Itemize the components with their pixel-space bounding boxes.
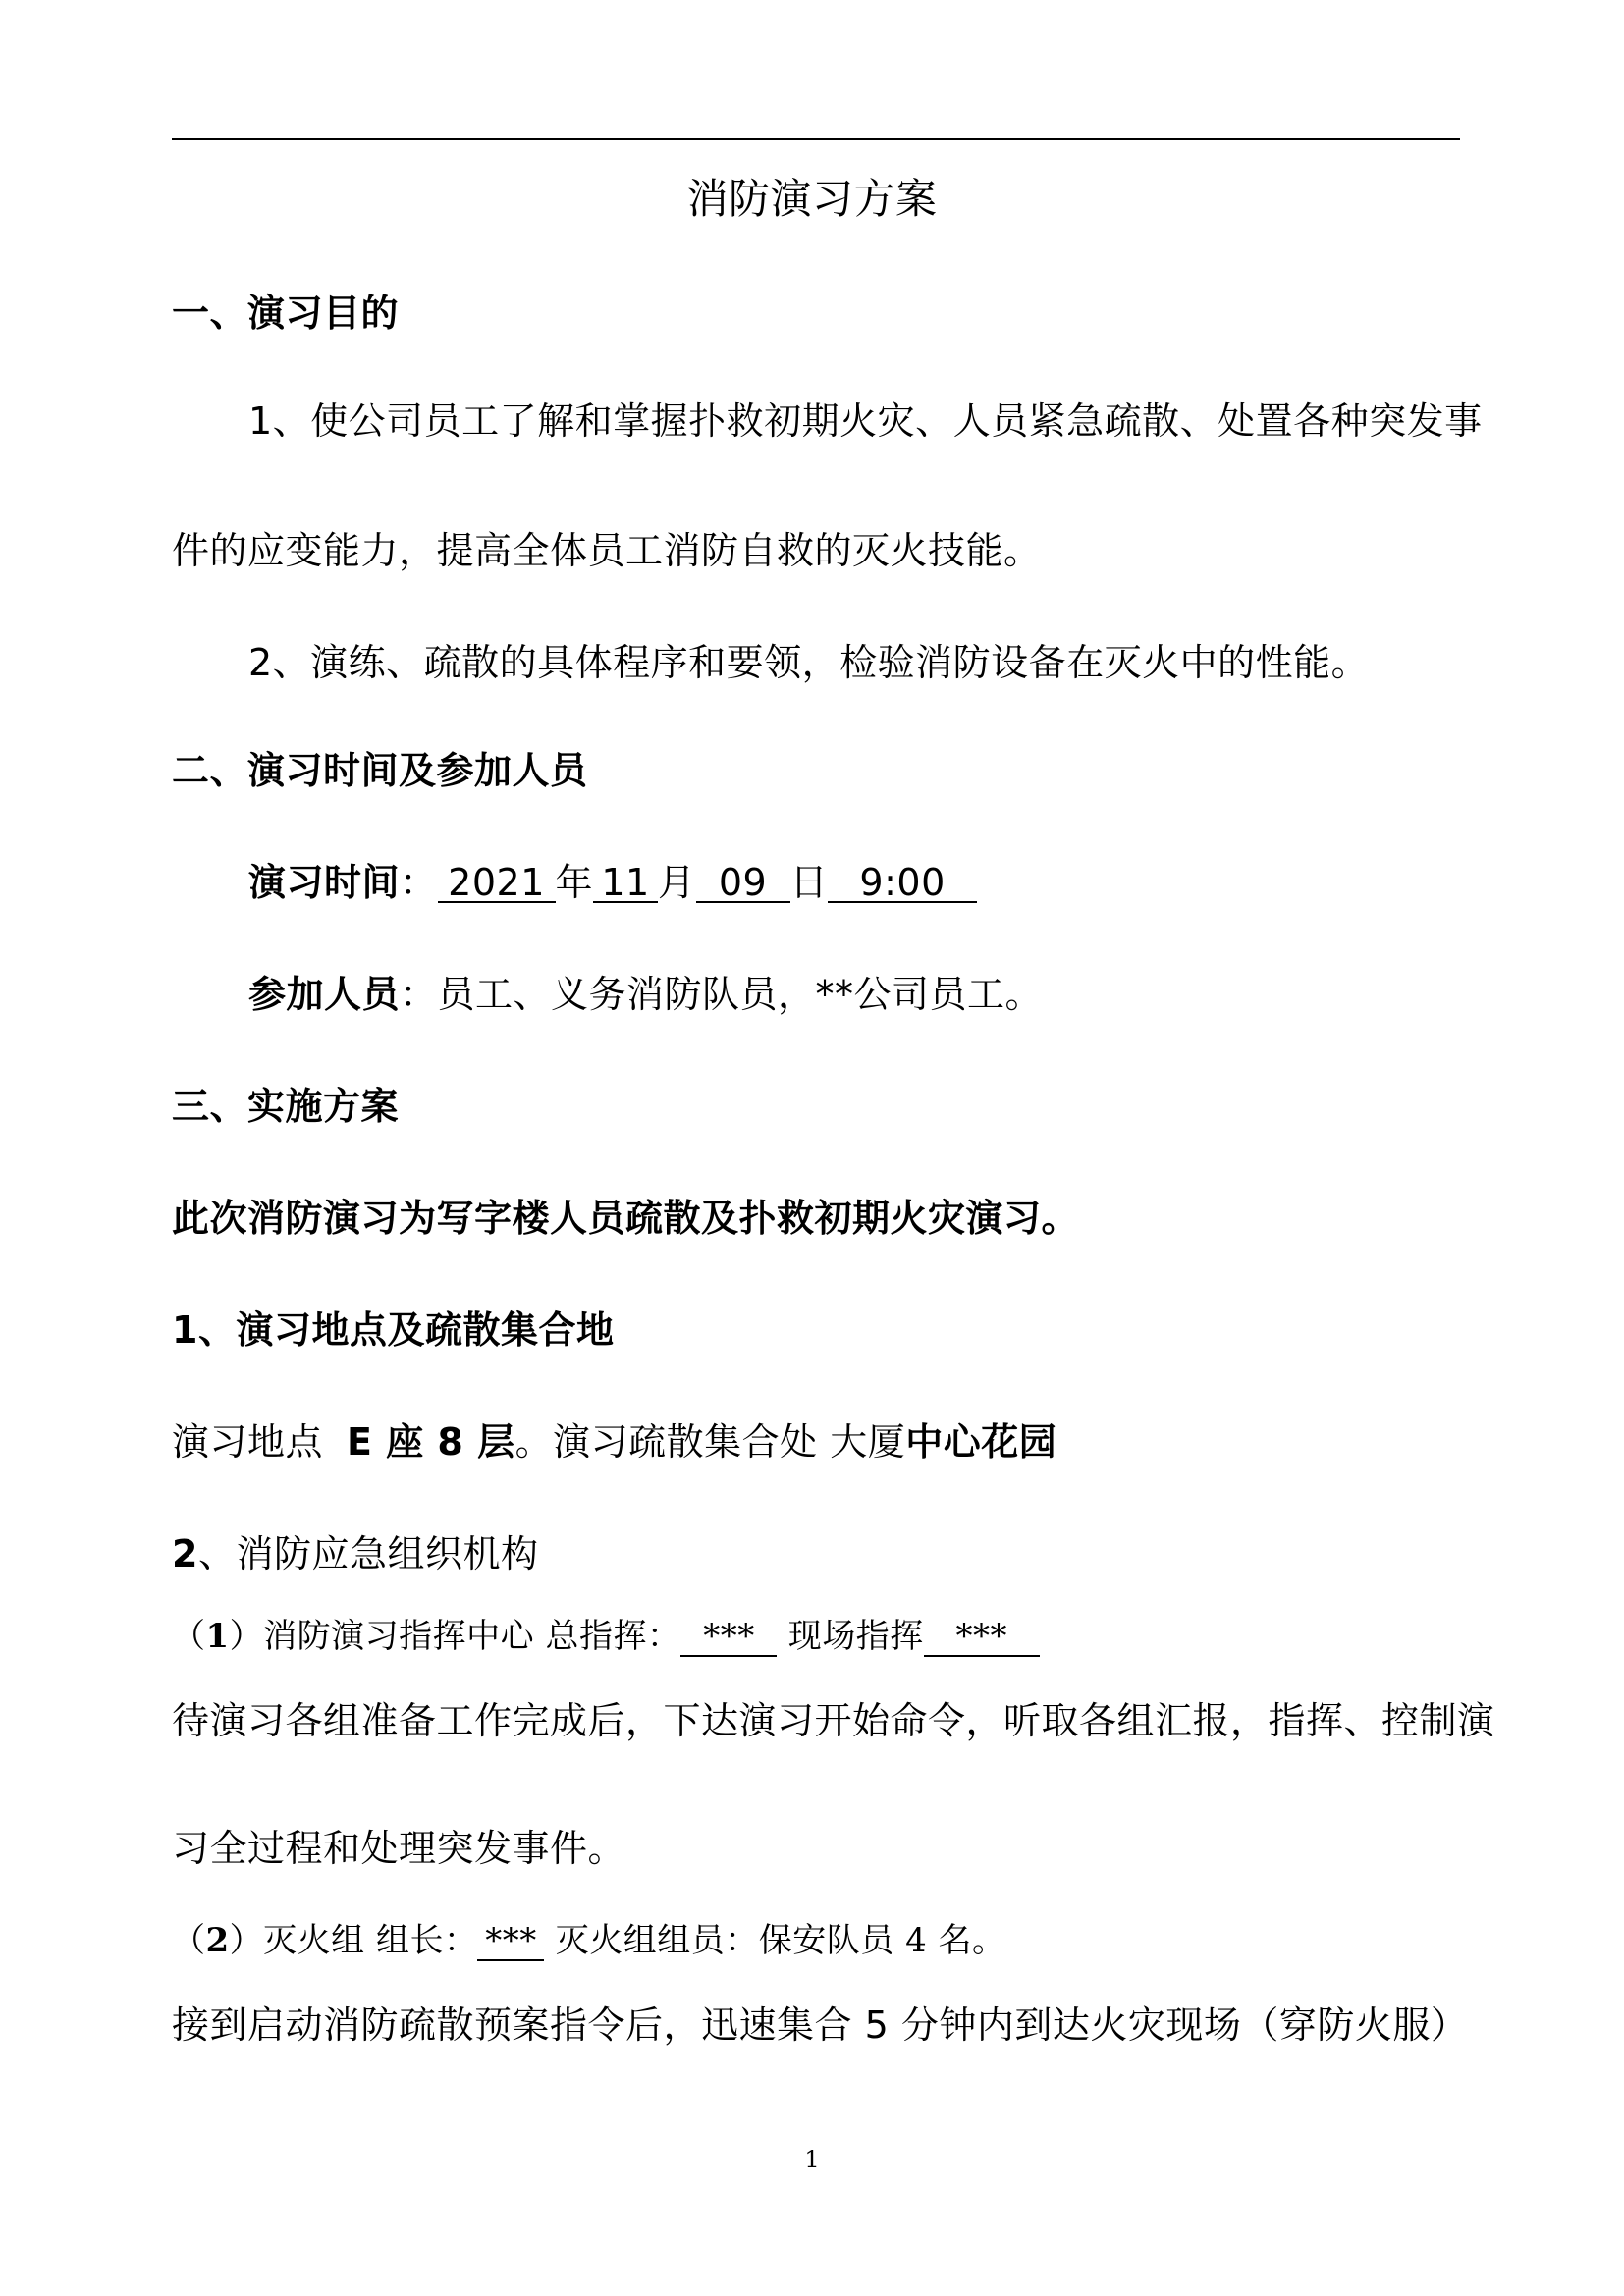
command-center-number: 1 (205, 1617, 230, 1656)
s1-paragraph-1-line-2: 件的应变能力，提高全体员工消防自救的灭火技能。 (172, 529, 1042, 572)
drill-location-place: E 座 8 层 (347, 1420, 515, 1464)
section-2-heading: 二、演习时间及参加人员 (172, 749, 588, 792)
drill-location-mid: 。演习疏散集合处 大厦 (514, 1420, 906, 1464)
command-center-line (172, 1614, 1040, 1659)
drill-day-unit: 日 (789, 861, 829, 904)
s3-sub-1-heading: 1、演习地点及疏散集合地 (172, 1308, 615, 1352)
s3-intro: 此次消防演习为写字楼人员疏散及扑救初期火灾演习。 (172, 1197, 1080, 1240)
participants-label: 参加人员 (248, 973, 401, 1016)
firefighting-group-prefix: （ (172, 1921, 206, 1960)
assembly-point: 中心花园 (905, 1420, 1057, 1464)
participants-value: ：员工、义务消防队员，**公司员工。 (400, 973, 1044, 1016)
drill-time-colon: ： (400, 861, 438, 904)
page-number: 1 (804, 2146, 820, 2173)
drill-time-line (248, 860, 977, 905)
drill-day-value: 09 (696, 864, 790, 903)
firefighting-group-text: ）灭火组 组长： (229, 1921, 478, 1960)
command-center-text: ）消防演习指挥中心 总指挥： (229, 1617, 681, 1656)
drill-month-unit: 月 (658, 861, 696, 904)
command-center-prefix: （ (172, 1617, 206, 1656)
firefighting-group-members: 灭火组组员：保安队员 4 名。 (544, 1921, 1006, 1960)
document-title: 消防演习方案 (686, 175, 938, 223)
firefighting-leader-value: *** (477, 1922, 544, 1961)
section-3-heading: 三、实施方案 (172, 1085, 400, 1128)
drill-clock-value: 9:00 (828, 864, 977, 903)
header-rule (172, 138, 1460, 140)
s3-sub-2-heading (172, 1531, 538, 1576)
drill-time-label: 演习时间 (248, 861, 401, 904)
field-commander-label: 现场指挥 (777, 1617, 924, 1656)
s3-sub-2-text: 、消防应急组织机构 (197, 1532, 539, 1575)
drill-year-value: 2021 (438, 864, 556, 903)
s1-paragraph-1-line-1: 1、使公司员工了解和掌握扑救初期火灾、人员紧急疏散、处置各种突发事 (248, 400, 1483, 443)
participants-line (248, 972, 1043, 1017)
drill-location-prefix: 演习地点 (172, 1420, 324, 1464)
commander-chief-value: *** (680, 1618, 777, 1657)
firefighting-group-desc-line-1: 接到启动消防疏散预案指令后，迅速集合 5 分钟内到达火灾现场（穿防火服） (172, 2003, 1469, 2047)
command-center-desc-line-2: 习全过程和处理突发事件。 (172, 1827, 626, 1870)
field-commander-value: *** (924, 1618, 1040, 1657)
s3-sub-2-number: 2 (172, 1532, 198, 1575)
drill-year-unit: 年 (555, 861, 594, 904)
firefighting-group-line (172, 1918, 1006, 1963)
drill-month-value: 11 (593, 864, 658, 903)
command-center-desc-line-1: 待演习各组准备工作完成后，下达演习开始命令，听取各组汇报，指挥、控制演 (172, 1699, 1495, 1742)
s1-paragraph-2: 2、演练、疏散的具体程序和要领，检验消防设备在灭火中的性能。 (248, 641, 1370, 684)
drill-location-line (172, 1419, 1056, 1465)
firefighting-group-number: 2 (205, 1921, 230, 1960)
section-1-heading: 一、演习目的 (172, 292, 400, 335)
